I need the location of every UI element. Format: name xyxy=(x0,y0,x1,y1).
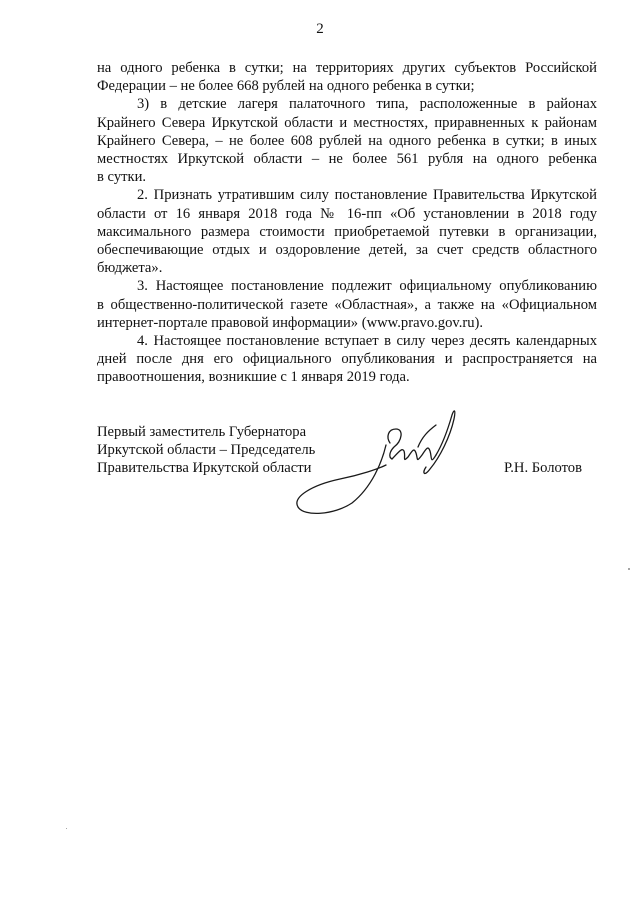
text-line: максимального размера стоимости приобретаемой путевки в организации, xyxy=(97,223,597,240)
text-line: 3) в детские лагеря палаточного типа, расположенные в районах xyxy=(137,96,597,113)
signer-position-line: Правительства Иркутской области xyxy=(97,460,312,477)
signer-position-line: Иркутской области – Председатель xyxy=(97,442,316,459)
signer-position-line: Первый заместитель Губернатора xyxy=(97,424,307,440)
scan-speck xyxy=(628,568,630,570)
text-line: Крайнего Севера, – не более 608 рублей на одного ребенка в сутки; в иных xyxy=(97,132,597,149)
page-number: 2 xyxy=(316,21,324,37)
paragraph-continuation xyxy=(97,59,597,95)
text-line: в сутки. xyxy=(97,169,147,186)
scan-speck xyxy=(66,828,67,829)
text-line: 3. Настоящее постановление подлежит официальному опубликованию xyxy=(137,278,597,295)
signature-block xyxy=(97,423,597,478)
text-line: правоотношения, возникшие с 1 января 2019 года. xyxy=(97,369,410,386)
text-line: в общественно-политической газете «Областная», а также на «Официальном xyxy=(97,296,597,313)
text-line: на одного ребенка в сутки; на территориях других субъектов Российской xyxy=(97,60,597,76)
text-line: 4. Настоящее постановление вступает в силу через десять календарных xyxy=(137,333,597,350)
text-line: Федерации – не более 668 рублей на одного ребенка в сутки; xyxy=(97,78,475,95)
signer-name: Р.Н. Болотов xyxy=(503,460,582,476)
paragraph-point-2 xyxy=(97,186,597,277)
paragraph-item-3 xyxy=(97,95,597,186)
paragraph-point-4 xyxy=(97,332,597,387)
text-line: обеспечивающие отдых и оздоровление детей, за счет средств областного xyxy=(97,242,597,259)
paragraph-point-3 xyxy=(97,277,597,332)
text-line: дней после дня его официального опубликования и распространяется на xyxy=(97,351,597,368)
text-line: бюджета». xyxy=(97,260,163,277)
text-line: 2. Признать утратившим силу постановление Правительства Иркутской xyxy=(137,187,597,204)
text-line: интернет-портале правовой информации» (www.pravo.gov.ru). xyxy=(97,314,484,331)
text-line: местностях Иркутской области – не более 561 рубля на одного ребенка xyxy=(97,151,597,168)
document-body xyxy=(97,59,597,387)
text-line: области от 16 января 2018 года № 16-пп «Об установлении в 2018 году xyxy=(97,205,597,222)
text-line: Крайнего Севера Иркутской области и местностях, приравненных к районам xyxy=(97,114,597,131)
